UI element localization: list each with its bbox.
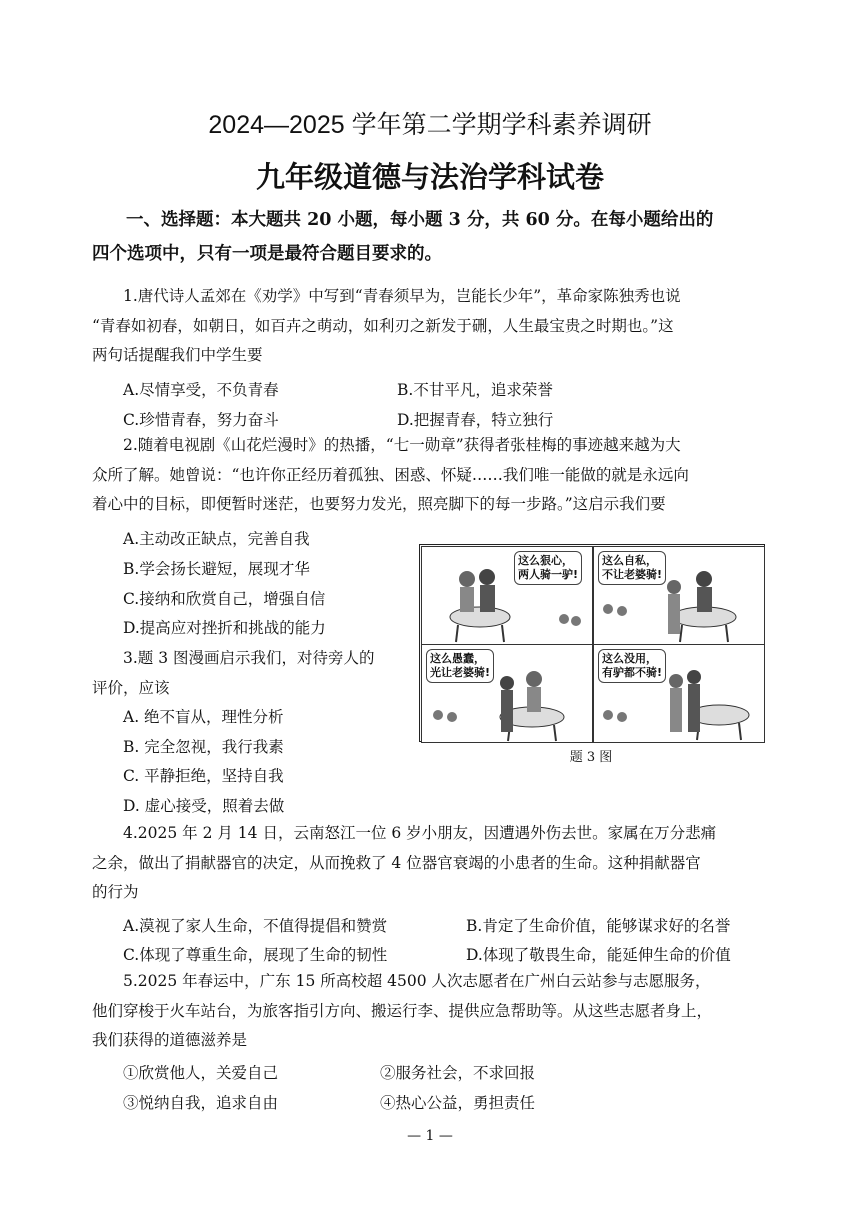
- q3-stem-line2: 评价，应该: [92, 679, 170, 697]
- speech-bubble: [598, 551, 666, 585]
- stem-line: 他们穿梭于火车站台，为旅客指引方向、搬运行李、提供应急帮助等。从这些志愿者身上，: [92, 1001, 713, 1020]
- cartoon-panel-1: [421, 546, 593, 645]
- speech-bubble: [598, 649, 666, 683]
- cartoon-figure: [419, 544, 765, 742]
- q5-statement-4: ④热心公益，勇担责任: [380, 1094, 536, 1112]
- bubble-text: 有驴都不骑!: [602, 666, 663, 679]
- cartoon-panel-3: [421, 644, 593, 743]
- stem-line: 5.2025 年春运中，广东 15 所高校超 4500 人次志愿者在广州白云站参与志愿服务，: [123, 972, 711, 990]
- speech-bubble: [426, 649, 494, 683]
- q5-statement-3: ③悦纳自我，追求自由: [123, 1094, 279, 1112]
- question-2-stem: [92, 431, 782, 520]
- q1-option-a: A.尽情享受，不负青春: [123, 381, 279, 399]
- exam-title: 2024—2025 学年第二学期学科素养调研: [208, 111, 652, 139]
- section-heading-line: 四个选项中，只有一项是最符合题目要求的。: [92, 244, 442, 264]
- q2-option-b: B.学会扬长避短，展现才华: [123, 560, 310, 578]
- cartoon-panel-4: [593, 644, 765, 743]
- stem-line: 4.2025 年 2 月 14 日，云南怒江一位 6 岁小朋友，因遭遇外伤去世。家属在万分悲痛: [123, 824, 717, 842]
- exam-subtitle: 九年级道德与法治学科试卷: [255, 160, 604, 194]
- stem-line: 之余，做出了捐献器官的决定，从而挽救了 4 位器官衰竭的小患者的生命。这种捐献器官: [92, 853, 701, 872]
- q3-option-b: B. 完全忽视，我行我素: [123, 738, 284, 756]
- speech-bubble: [514, 551, 582, 585]
- bubble-text: 这么狠心，: [518, 554, 573, 567]
- q4-option-b: B.肯定了生命价值，能够谋求好的名誉: [466, 917, 731, 935]
- q3-option-a: A. 绝不盲从，理性分析: [123, 708, 284, 726]
- q4-option-d: D.体现了敬畏生命，能延伸生命的价值: [466, 946, 731, 964]
- q1-option-d: D.把握青春，特立独行: [397, 411, 554, 429]
- bubble-text: 这么没用，: [602, 652, 657, 665]
- figure-caption: 题 3 图: [569, 750, 613, 765]
- stem-line: “青春如初春，如朝日，如百卉之萌动，如利刃之新发于硎，人生最宝贵之时期也。”这: [92, 316, 674, 335]
- question-5-stem: [92, 967, 782, 1056]
- q3-option-d: D. 虚心接受，照着去做: [123, 797, 285, 815]
- bubble-text: 两人骑一驴!: [518, 568, 579, 581]
- stem-line: 两句话提醒我们中学生要: [92, 346, 263, 364]
- q2-option-d: D.提高应对挫折和挑战的能力: [123, 619, 326, 637]
- q5-statement-1: ①欣赏他人，关爱自己: [123, 1064, 279, 1082]
- q1-option-c: C.珍惜青春，努力奋斗: [123, 411, 279, 429]
- q1-option-b: B.不甘平凡，追求荣誉: [397, 381, 553, 399]
- cartoon-panel-2: [593, 546, 765, 645]
- stem-line: 2.随着电视剧《山花烂漫时》的热播，“七一勋章”获得者张桂梅的事迹越来越为大: [123, 436, 681, 454]
- page-number: — 1 —: [407, 1128, 453, 1144]
- section-heading: [92, 203, 782, 271]
- q2-option-c: C.接纳和欣赏自己，增强自信: [123, 590, 326, 608]
- question-1-stem: [92, 282, 782, 371]
- bubble-text: 这么自私，: [602, 554, 657, 567]
- bubble-text: 这么愚蠢，: [430, 652, 485, 665]
- q5-statement-2: ②服务社会，不求回报: [380, 1064, 536, 1082]
- q4-option-a: A.漠视了家人生命，不值得提倡和赞赏: [123, 917, 388, 935]
- stem-line: 我们获得的道德滋养是: [92, 1031, 248, 1049]
- q3-option-c: C. 平静拒绝，坚持自我: [123, 767, 284, 785]
- q2-option-a: A.主动改正缺点，完善自我: [123, 530, 310, 548]
- stem-line: 1.唐代诗人孟郊在《劝学》中写到“青春须早为，岂能长少年”，革命家陈独秀也说: [123, 287, 681, 305]
- stem-line: 着心中的目标，即便暂时迷茫，也要努力发光，照亮脚下的每一步路。”这启示我们要: [92, 495, 666, 513]
- stem-line: 众所了解。她曾说：“也许你正经历着孤独、困惑、怀疑……我们唯一能做的就是永远向: [92, 465, 689, 484]
- q3-stem-line1: 3.题 3 图漫画启示我们，对待旁人的: [123, 649, 375, 667]
- bubble-text: 不让老婆骑!: [602, 568, 663, 581]
- q4-option-c: C.体现了尊重生命，展现了生命的韧性: [123, 946, 388, 964]
- stem-line: 的行为: [92, 883, 139, 901]
- section-heading-line: 一、选择题：本大题共 20 小题，每小题 3 分，共 60 分。在每小题给出的: [126, 210, 714, 230]
- bubble-text: 光让老婆骑!: [430, 666, 491, 679]
- question-4-stem: [92, 819, 782, 908]
